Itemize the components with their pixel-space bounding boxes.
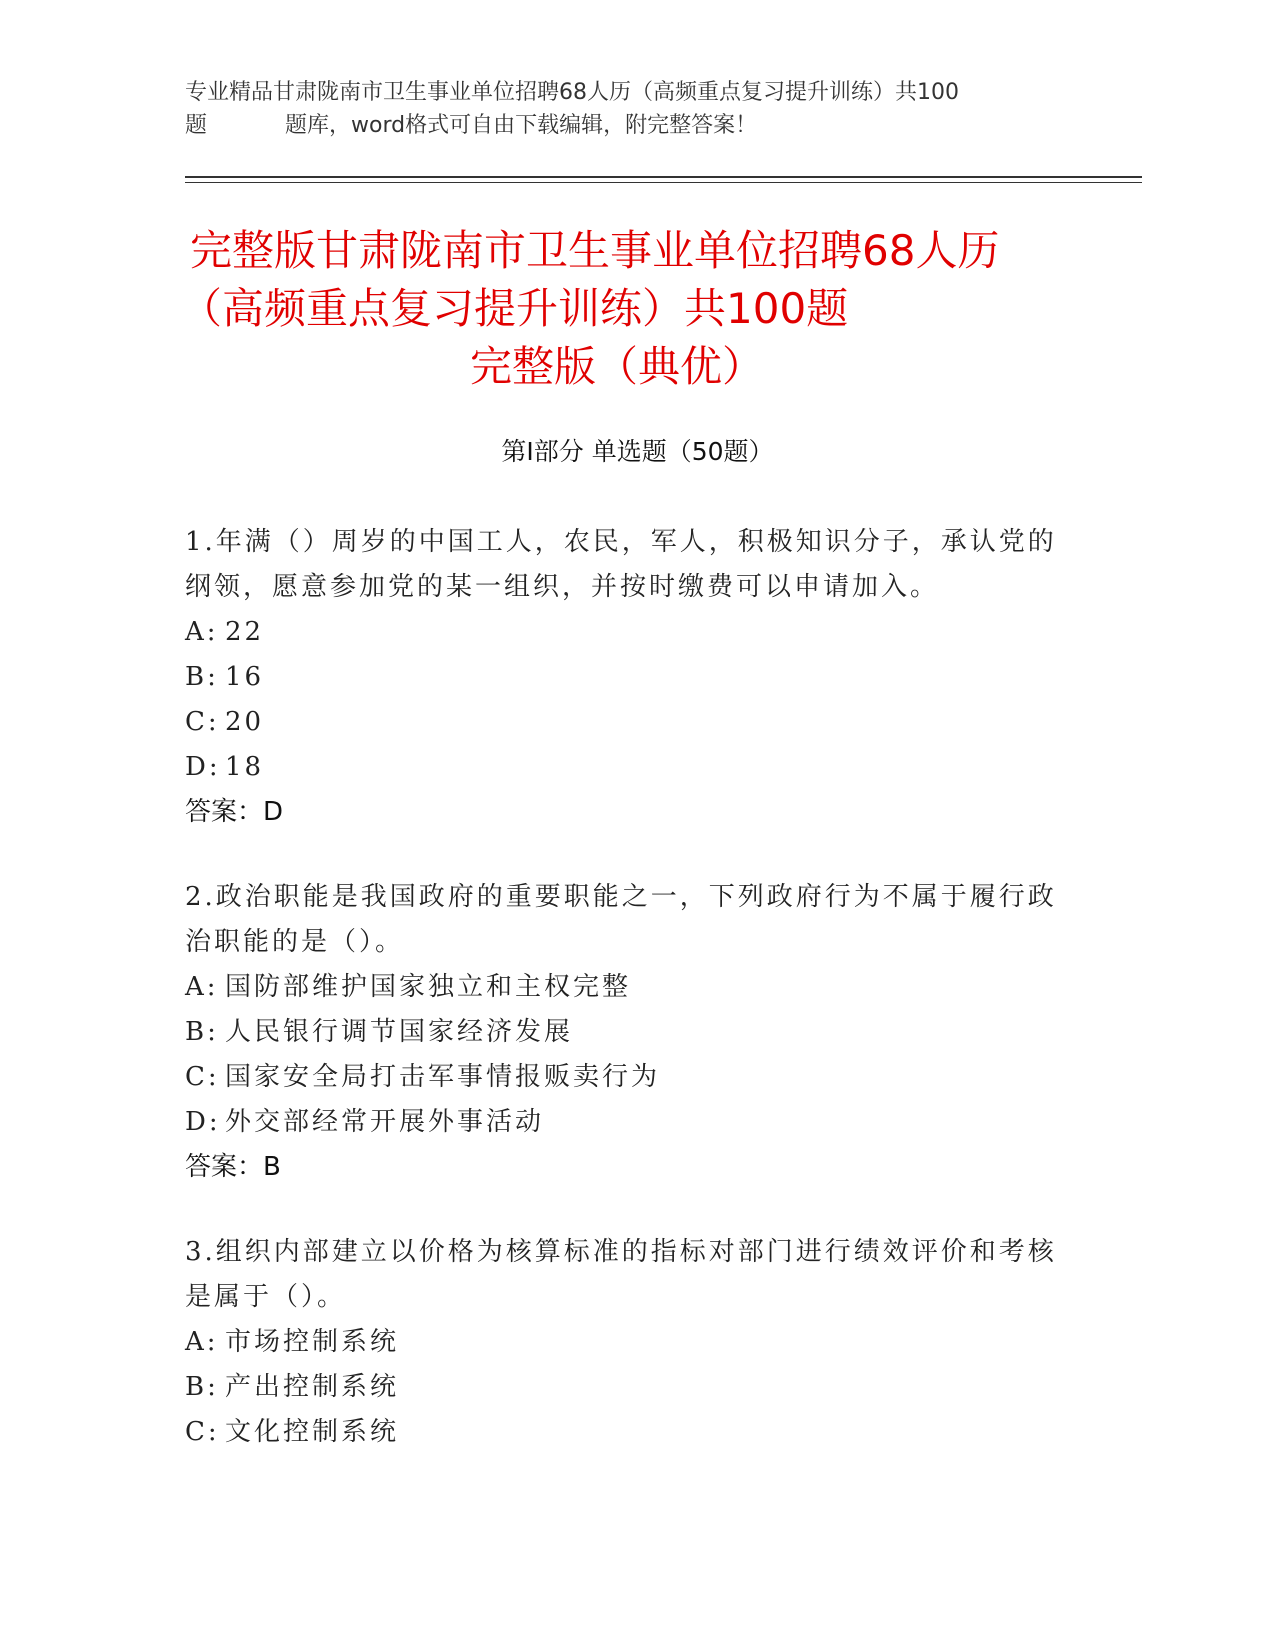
option-text: 产出控制系统: [225, 1372, 400, 1402]
option-letter: B:: [185, 1017, 219, 1047]
option-text: 16: [225, 662, 265, 692]
header-note: [185, 76, 1085, 142]
option-letter: B:: [185, 662, 219, 692]
answer-line: 答案：D: [185, 797, 284, 827]
question-3: [185, 1230, 1065, 1455]
option-letter: A:: [185, 1327, 219, 1357]
document-title-line-2: （高频重点复习提升训练）共100题: [180, 284, 849, 333]
option-letter: C:: [185, 1062, 220, 1092]
option-text: 文化控制系统: [225, 1417, 400, 1447]
option-d: [185, 1100, 1065, 1145]
question-stem: 2.政治职能是我国政府的重要职能之一，下列政府行为不属于履行政治职能的是（）。: [185, 882, 1057, 957]
option-text: 人民银行调节国家经济发展: [225, 1017, 574, 1047]
question-stem: 3.组织内部建立以价格为核算标准的指标对部门进行绩效评价和考核是属于（）。: [185, 1237, 1057, 1312]
option-d: [185, 745, 1065, 790]
header-note-line-2-rest: 题库，word格式可自由下载编辑，附完整答案！: [285, 113, 758, 138]
document-title: [160, 222, 1110, 396]
question-2: [185, 875, 1065, 1190]
section-heading: 第Ⅰ部分 单选题（50题）: [501, 437, 774, 466]
header-note-line-1: 专业精品甘肃陇南市卫生事业单位招聘68人历（高频重点复习提升训练）共100: [185, 80, 959, 105]
option-text: 18: [225, 752, 265, 782]
document-title-line-3: 完整版（典优）: [470, 342, 765, 391]
option-text: 国防部维护国家独立和主权完整: [225, 972, 632, 1002]
option-text: 市场控制系统: [225, 1327, 400, 1357]
option-text: 国家安全局打击军事情报贩卖行为: [225, 1062, 661, 1092]
question-stem: 1.年满（）周岁的中国工人，农民，军人，积极知识分子，承认党的纲领，愿意参加党的某一组织，并按时缴费可以申请加入。: [185, 527, 1057, 602]
option-letter: D:: [185, 752, 221, 782]
option-letter: A:: [185, 972, 219, 1002]
option-c: [185, 700, 1065, 745]
option-letter: B:: [185, 1372, 219, 1402]
option-text: 20: [225, 707, 265, 737]
option-text: 22: [225, 617, 265, 647]
header-note-line-2: [185, 109, 1085, 142]
question-list: [185, 520, 1065, 1495]
option-letter: D:: [185, 1107, 221, 1137]
header-rule-thin: [185, 182, 1142, 183]
document-title-line-1: 完整版甘肃陇南市卫生事业单位招聘68人历: [190, 226, 1000, 275]
option-letter: C:: [185, 707, 220, 737]
option-c: [185, 1055, 1065, 1100]
question-1: [185, 520, 1065, 835]
header-note-line-2-start: 题: [185, 113, 208, 138]
option-a: [185, 1320, 1065, 1365]
option-b: [185, 655, 1065, 700]
option-a: [185, 965, 1065, 1010]
answer-line: 答案：B: [185, 1152, 281, 1182]
option-b: [185, 1365, 1065, 1410]
option-letter: A:: [185, 617, 219, 647]
header-rule-thick: [185, 176, 1142, 178]
option-c: [185, 1410, 1065, 1455]
option-text: 外交部经常开展外事活动: [225, 1107, 545, 1137]
option-b: [185, 1010, 1065, 1055]
option-a: [185, 610, 1065, 655]
option-letter: C:: [185, 1417, 220, 1447]
